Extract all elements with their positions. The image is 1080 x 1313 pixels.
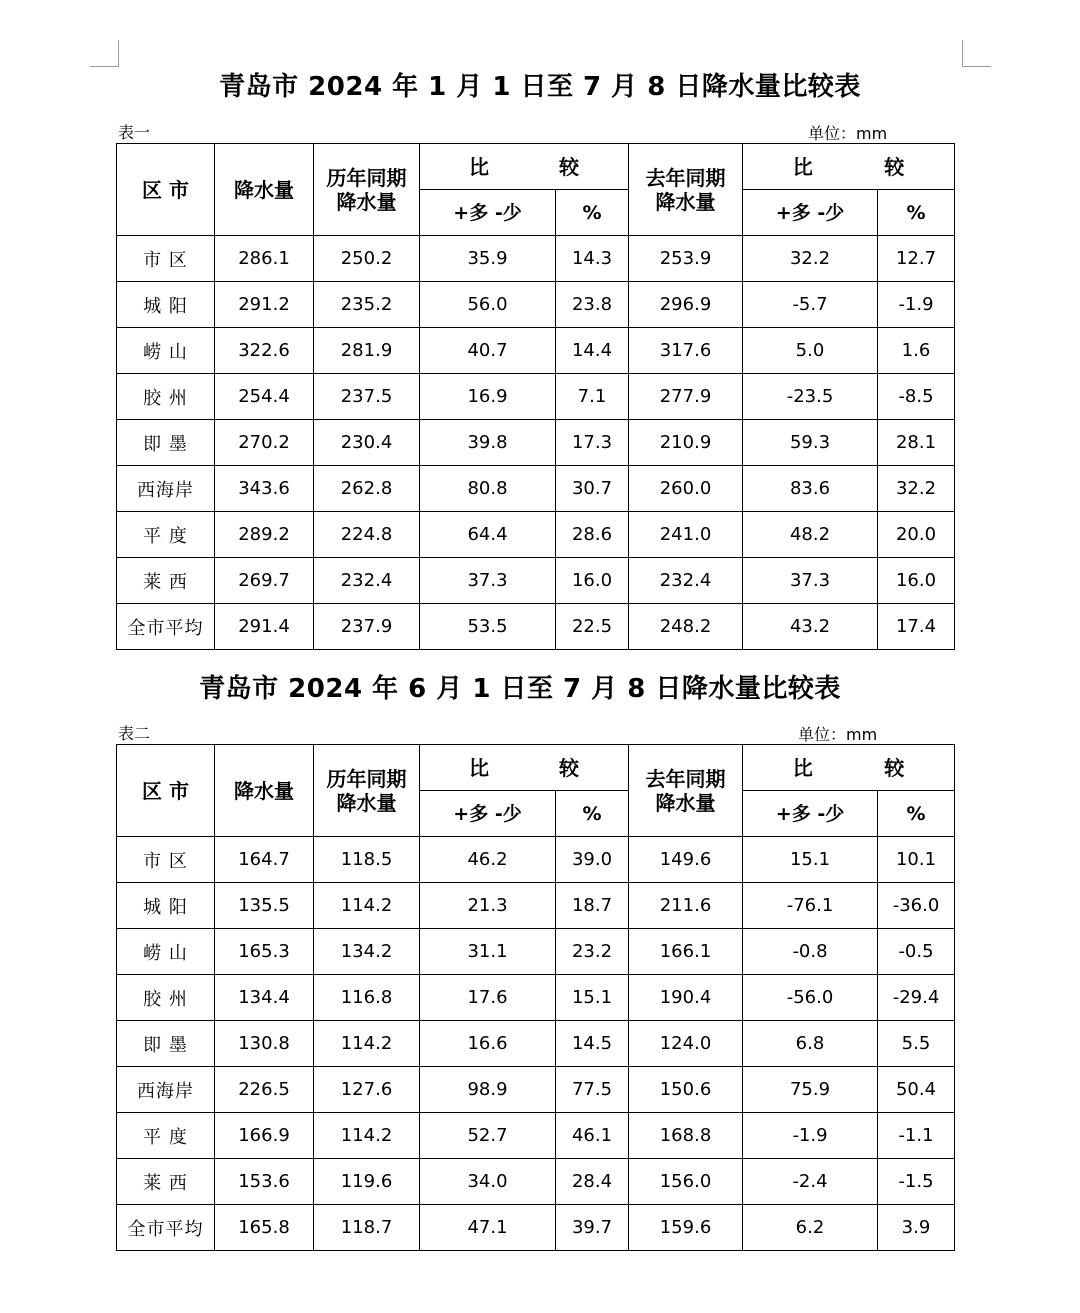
- cell-name: 西海岸: [117, 1067, 215, 1113]
- cell-hist: 230.4: [314, 420, 420, 466]
- cell-diff2: -76.1: [743, 883, 878, 929]
- cell-diff2: 43.2: [743, 604, 878, 650]
- cell-hist: 134.2: [314, 929, 420, 975]
- table-one-body: [117, 236, 955, 650]
- table-two-unit: 单位：mm: [798, 725, 878, 744]
- cell-pct: 14.4: [556, 328, 629, 374]
- cell-pct: 39.0: [556, 837, 629, 883]
- header-precip: 降水量: [215, 745, 314, 837]
- header-pct2: %: [878, 190, 955, 236]
- cell-last: 211.6: [629, 883, 743, 929]
- cell-pct: 28.4: [556, 1159, 629, 1205]
- table-two: [116, 744, 955, 1251]
- table-one: [116, 143, 955, 650]
- cell-hist: 119.6: [314, 1159, 420, 1205]
- cell-last: 277.9: [629, 374, 743, 420]
- cell-hist: 232.4: [314, 558, 420, 604]
- cell-last: 317.6: [629, 328, 743, 374]
- cell-diff2: -1.9: [743, 1113, 878, 1159]
- table-row: [117, 837, 955, 883]
- cell-precip: 134.4: [215, 975, 314, 1021]
- cell-diff: 34.0: [420, 1159, 556, 1205]
- cell-name: 即 墨: [117, 1021, 215, 1067]
- table-row: [117, 604, 955, 650]
- cell-precip: 135.5: [215, 883, 314, 929]
- cell-last: 232.4: [629, 558, 743, 604]
- cell-pct2: -8.5: [878, 374, 955, 420]
- cell-name: 市 区: [117, 236, 215, 282]
- cell-pct2: 16.0: [878, 558, 955, 604]
- cell-precip: 291.4: [215, 604, 314, 650]
- cell-name: 全市平均: [117, 604, 215, 650]
- header-compare: [420, 144, 629, 190]
- cell-name: 城 阳: [117, 883, 215, 929]
- cell-last: 124.0: [629, 1021, 743, 1067]
- cell-hist: 118.7: [314, 1205, 420, 1251]
- cell-last: 248.2: [629, 604, 743, 650]
- cell-pct2: 12.7: [878, 236, 955, 282]
- cell-precip: 164.7: [215, 837, 314, 883]
- table-row: [117, 1113, 955, 1159]
- header-hist: 历年同期降水量: [314, 144, 420, 236]
- cell-diff2: 75.9: [743, 1067, 878, 1113]
- cell-pct: 16.0: [556, 558, 629, 604]
- header-last: 去年同期降水量: [629, 144, 743, 236]
- table-row: [117, 883, 955, 929]
- cell-pct2: 32.2: [878, 466, 955, 512]
- cell-diff: 35.9: [420, 236, 556, 282]
- header-diff2: +多 -少: [743, 791, 878, 837]
- cell-last: 296.9: [629, 282, 743, 328]
- cell-name: 崂 山: [117, 929, 215, 975]
- cell-diff2: 6.2: [743, 1205, 878, 1251]
- cell-pct2: -36.0: [878, 883, 955, 929]
- cell-diff2: 6.8: [743, 1021, 878, 1067]
- cell-diff2: 83.6: [743, 466, 878, 512]
- cell-precip: 165.8: [215, 1205, 314, 1251]
- cell-name: 平 度: [117, 512, 215, 558]
- cell-name: 全市平均: [117, 1205, 215, 1251]
- cell-diff: 64.4: [420, 512, 556, 558]
- cell-pct2: 3.9: [878, 1205, 955, 1251]
- table-two-title: 青岛市 2024 年 6 月 1 日至 7 月 8 日降水量比较表: [199, 674, 841, 704]
- cell-pct2: 28.1: [878, 420, 955, 466]
- cell-last: 190.4: [629, 975, 743, 1021]
- header-compare2-left: 比: [792, 755, 813, 780]
- cell-name: 市 区: [117, 837, 215, 883]
- cell-diff: 56.0: [420, 282, 556, 328]
- cell-pct: 7.1: [556, 374, 629, 420]
- cell-diff: 16.9: [420, 374, 556, 420]
- table-two-body: [117, 837, 955, 1251]
- cell-diff2: 5.0: [743, 328, 878, 374]
- cell-last: 166.1: [629, 929, 743, 975]
- cell-diff: 21.3: [420, 883, 556, 929]
- cell-name: 胶 州: [117, 975, 215, 1021]
- header-last: 去年同期降水量: [629, 745, 743, 837]
- cell-name: 莱 西: [117, 1159, 215, 1205]
- table-two-label: 表二: [118, 724, 151, 743]
- table-row: [117, 466, 955, 512]
- cell-diff: 53.5: [420, 604, 556, 650]
- cell-precip: 254.4: [215, 374, 314, 420]
- cell-pct2: 50.4: [878, 1067, 955, 1113]
- cell-diff: 40.7: [420, 328, 556, 374]
- cell-precip: 322.6: [215, 328, 314, 374]
- cell-diff2: 59.3: [743, 420, 878, 466]
- cell-diff: 16.6: [420, 1021, 556, 1067]
- header-diff: +多 -少: [420, 190, 556, 236]
- cell-diff: 47.1: [420, 1205, 556, 1251]
- cell-pct: 28.6: [556, 512, 629, 558]
- cell-diff2: -2.4: [743, 1159, 878, 1205]
- cell-hist: 116.8: [314, 975, 420, 1021]
- cell-pct: 17.3: [556, 420, 629, 466]
- header-compare2-left: 比: [792, 154, 813, 179]
- header-compare-left: 比: [469, 154, 489, 179]
- cell-hist: 235.2: [314, 282, 420, 328]
- cell-diff2: -23.5: [743, 374, 878, 420]
- cell-precip: 286.1: [215, 236, 314, 282]
- cell-precip: 226.5: [215, 1067, 314, 1113]
- cell-hist: 114.2: [314, 883, 420, 929]
- cell-precip: 270.2: [215, 420, 314, 466]
- cell-pct: 46.1: [556, 1113, 629, 1159]
- cell-pct: 39.7: [556, 1205, 629, 1251]
- cell-pct2: 20.0: [878, 512, 955, 558]
- cell-diff2: 48.2: [743, 512, 878, 558]
- cell-last: 253.9: [629, 236, 743, 282]
- table-row: [117, 236, 955, 282]
- cell-diff2: -56.0: [743, 975, 878, 1021]
- cell-last: 168.8: [629, 1113, 743, 1159]
- cell-hist: 114.2: [314, 1021, 420, 1067]
- cell-pct2: 1.6: [878, 328, 955, 374]
- table-row: [117, 1159, 955, 1205]
- cell-hist: 250.2: [314, 236, 420, 282]
- table-row: [117, 1021, 955, 1067]
- cell-hist: 281.9: [314, 328, 420, 374]
- header-district: 区 市: [117, 144, 215, 236]
- table-one-label: 表一: [118, 123, 151, 142]
- cell-pct2: -0.5: [878, 929, 955, 975]
- cell-diff: 80.8: [420, 466, 556, 512]
- header-compare: [420, 745, 629, 791]
- header-hist: 历年同期降水量: [314, 745, 420, 837]
- cell-name: 莱 西: [117, 558, 215, 604]
- cell-diff: 39.8: [420, 420, 556, 466]
- cell-pct: 14.3: [556, 236, 629, 282]
- cell-name: 崂 山: [117, 328, 215, 374]
- cell-name: 西海岸: [117, 466, 215, 512]
- table-row: [117, 374, 955, 420]
- cell-pct: 23.8: [556, 282, 629, 328]
- header-compare2-right: 较: [884, 755, 905, 780]
- cell-pct2: 5.5: [878, 1021, 955, 1067]
- table-row: [117, 929, 955, 975]
- header-district: 区 市: [117, 745, 215, 837]
- cell-precip: 153.6: [215, 1159, 314, 1205]
- cell-last: 241.0: [629, 512, 743, 558]
- cell-pct: 23.2: [556, 929, 629, 975]
- cell-name: 平 度: [117, 1113, 215, 1159]
- cell-pct2: -1.1: [878, 1113, 955, 1159]
- cell-name: 胶 州: [117, 374, 215, 420]
- cell-pct2: 17.4: [878, 604, 955, 650]
- header-compare-right: 较: [559, 154, 579, 179]
- cell-last: 149.6: [629, 837, 743, 883]
- cell-precip: 269.7: [215, 558, 314, 604]
- header-precip: 降水量: [215, 144, 314, 236]
- header-pct: %: [556, 791, 629, 837]
- cell-hist: 237.9: [314, 604, 420, 650]
- cell-precip: 166.9: [215, 1113, 314, 1159]
- cell-diff: 98.9: [420, 1067, 556, 1113]
- cell-last: 260.0: [629, 466, 743, 512]
- cell-name: 即 墨: [117, 420, 215, 466]
- table-row: [117, 558, 955, 604]
- header-diff: +多 -少: [420, 791, 556, 837]
- table-row: [117, 1205, 955, 1251]
- header-diff2: +多 -少: [743, 190, 878, 236]
- header-compare2: [743, 144, 955, 190]
- table-row: [117, 420, 955, 466]
- cell-hist: 224.8: [314, 512, 420, 558]
- cell-precip: 291.2: [215, 282, 314, 328]
- cell-last: 210.9: [629, 420, 743, 466]
- header-compare2-right: 较: [884, 154, 905, 179]
- crop-mark-top-left: [90, 40, 119, 67]
- cell-diff2: 37.3: [743, 558, 878, 604]
- cell-last: 150.6: [629, 1067, 743, 1113]
- cell-hist: 114.2: [314, 1113, 420, 1159]
- cell-pct: 15.1: [556, 975, 629, 1021]
- table-one-title: 青岛市 2024 年 1 月 1 日至 7 月 8 日降水量比较表: [219, 72, 861, 102]
- cell-hist: 237.5: [314, 374, 420, 420]
- cell-hist: 118.5: [314, 837, 420, 883]
- cell-pct: 30.7: [556, 466, 629, 512]
- cell-pct2: -1.9: [878, 282, 955, 328]
- table-row: [117, 1067, 955, 1113]
- cell-hist: 262.8: [314, 466, 420, 512]
- cell-pct: 14.5: [556, 1021, 629, 1067]
- cell-diff2: -0.8: [743, 929, 878, 975]
- cell-diff: 17.6: [420, 975, 556, 1021]
- cell-hist: 127.6: [314, 1067, 420, 1113]
- cell-last: 156.0: [629, 1159, 743, 1205]
- cell-precip: 289.2: [215, 512, 314, 558]
- cell-name: 城 阳: [117, 282, 215, 328]
- cell-pct: 18.7: [556, 883, 629, 929]
- header-compare2: [743, 745, 955, 791]
- cell-diff: 52.7: [420, 1113, 556, 1159]
- cell-pct2: 10.1: [878, 837, 955, 883]
- header-compare-right: 较: [559, 755, 579, 780]
- header-pct2: %: [878, 791, 955, 837]
- cell-diff2: 32.2: [743, 236, 878, 282]
- table-row: [117, 282, 955, 328]
- cell-precip: 165.3: [215, 929, 314, 975]
- cell-pct2: -29.4: [878, 975, 955, 1021]
- table-row: [117, 975, 955, 1021]
- table-row: [117, 328, 955, 374]
- cell-diff2: -5.7: [743, 282, 878, 328]
- table-row: [117, 512, 955, 558]
- crop-mark-top-right: [962, 40, 991, 67]
- cell-diff: 37.3: [420, 558, 556, 604]
- cell-pct2: -1.5: [878, 1159, 955, 1205]
- cell-diff: 31.1: [420, 929, 556, 975]
- cell-diff2: 15.1: [743, 837, 878, 883]
- cell-pct: 22.5: [556, 604, 629, 650]
- header-compare-left: 比: [469, 755, 489, 780]
- cell-precip: 343.6: [215, 466, 314, 512]
- header-pct: %: [556, 190, 629, 236]
- cell-diff: 46.2: [420, 837, 556, 883]
- cell-precip: 130.8: [215, 1021, 314, 1067]
- cell-last: 159.6: [629, 1205, 743, 1251]
- cell-pct: 77.5: [556, 1067, 629, 1113]
- table-one-unit: 单位：mm: [808, 124, 888, 143]
